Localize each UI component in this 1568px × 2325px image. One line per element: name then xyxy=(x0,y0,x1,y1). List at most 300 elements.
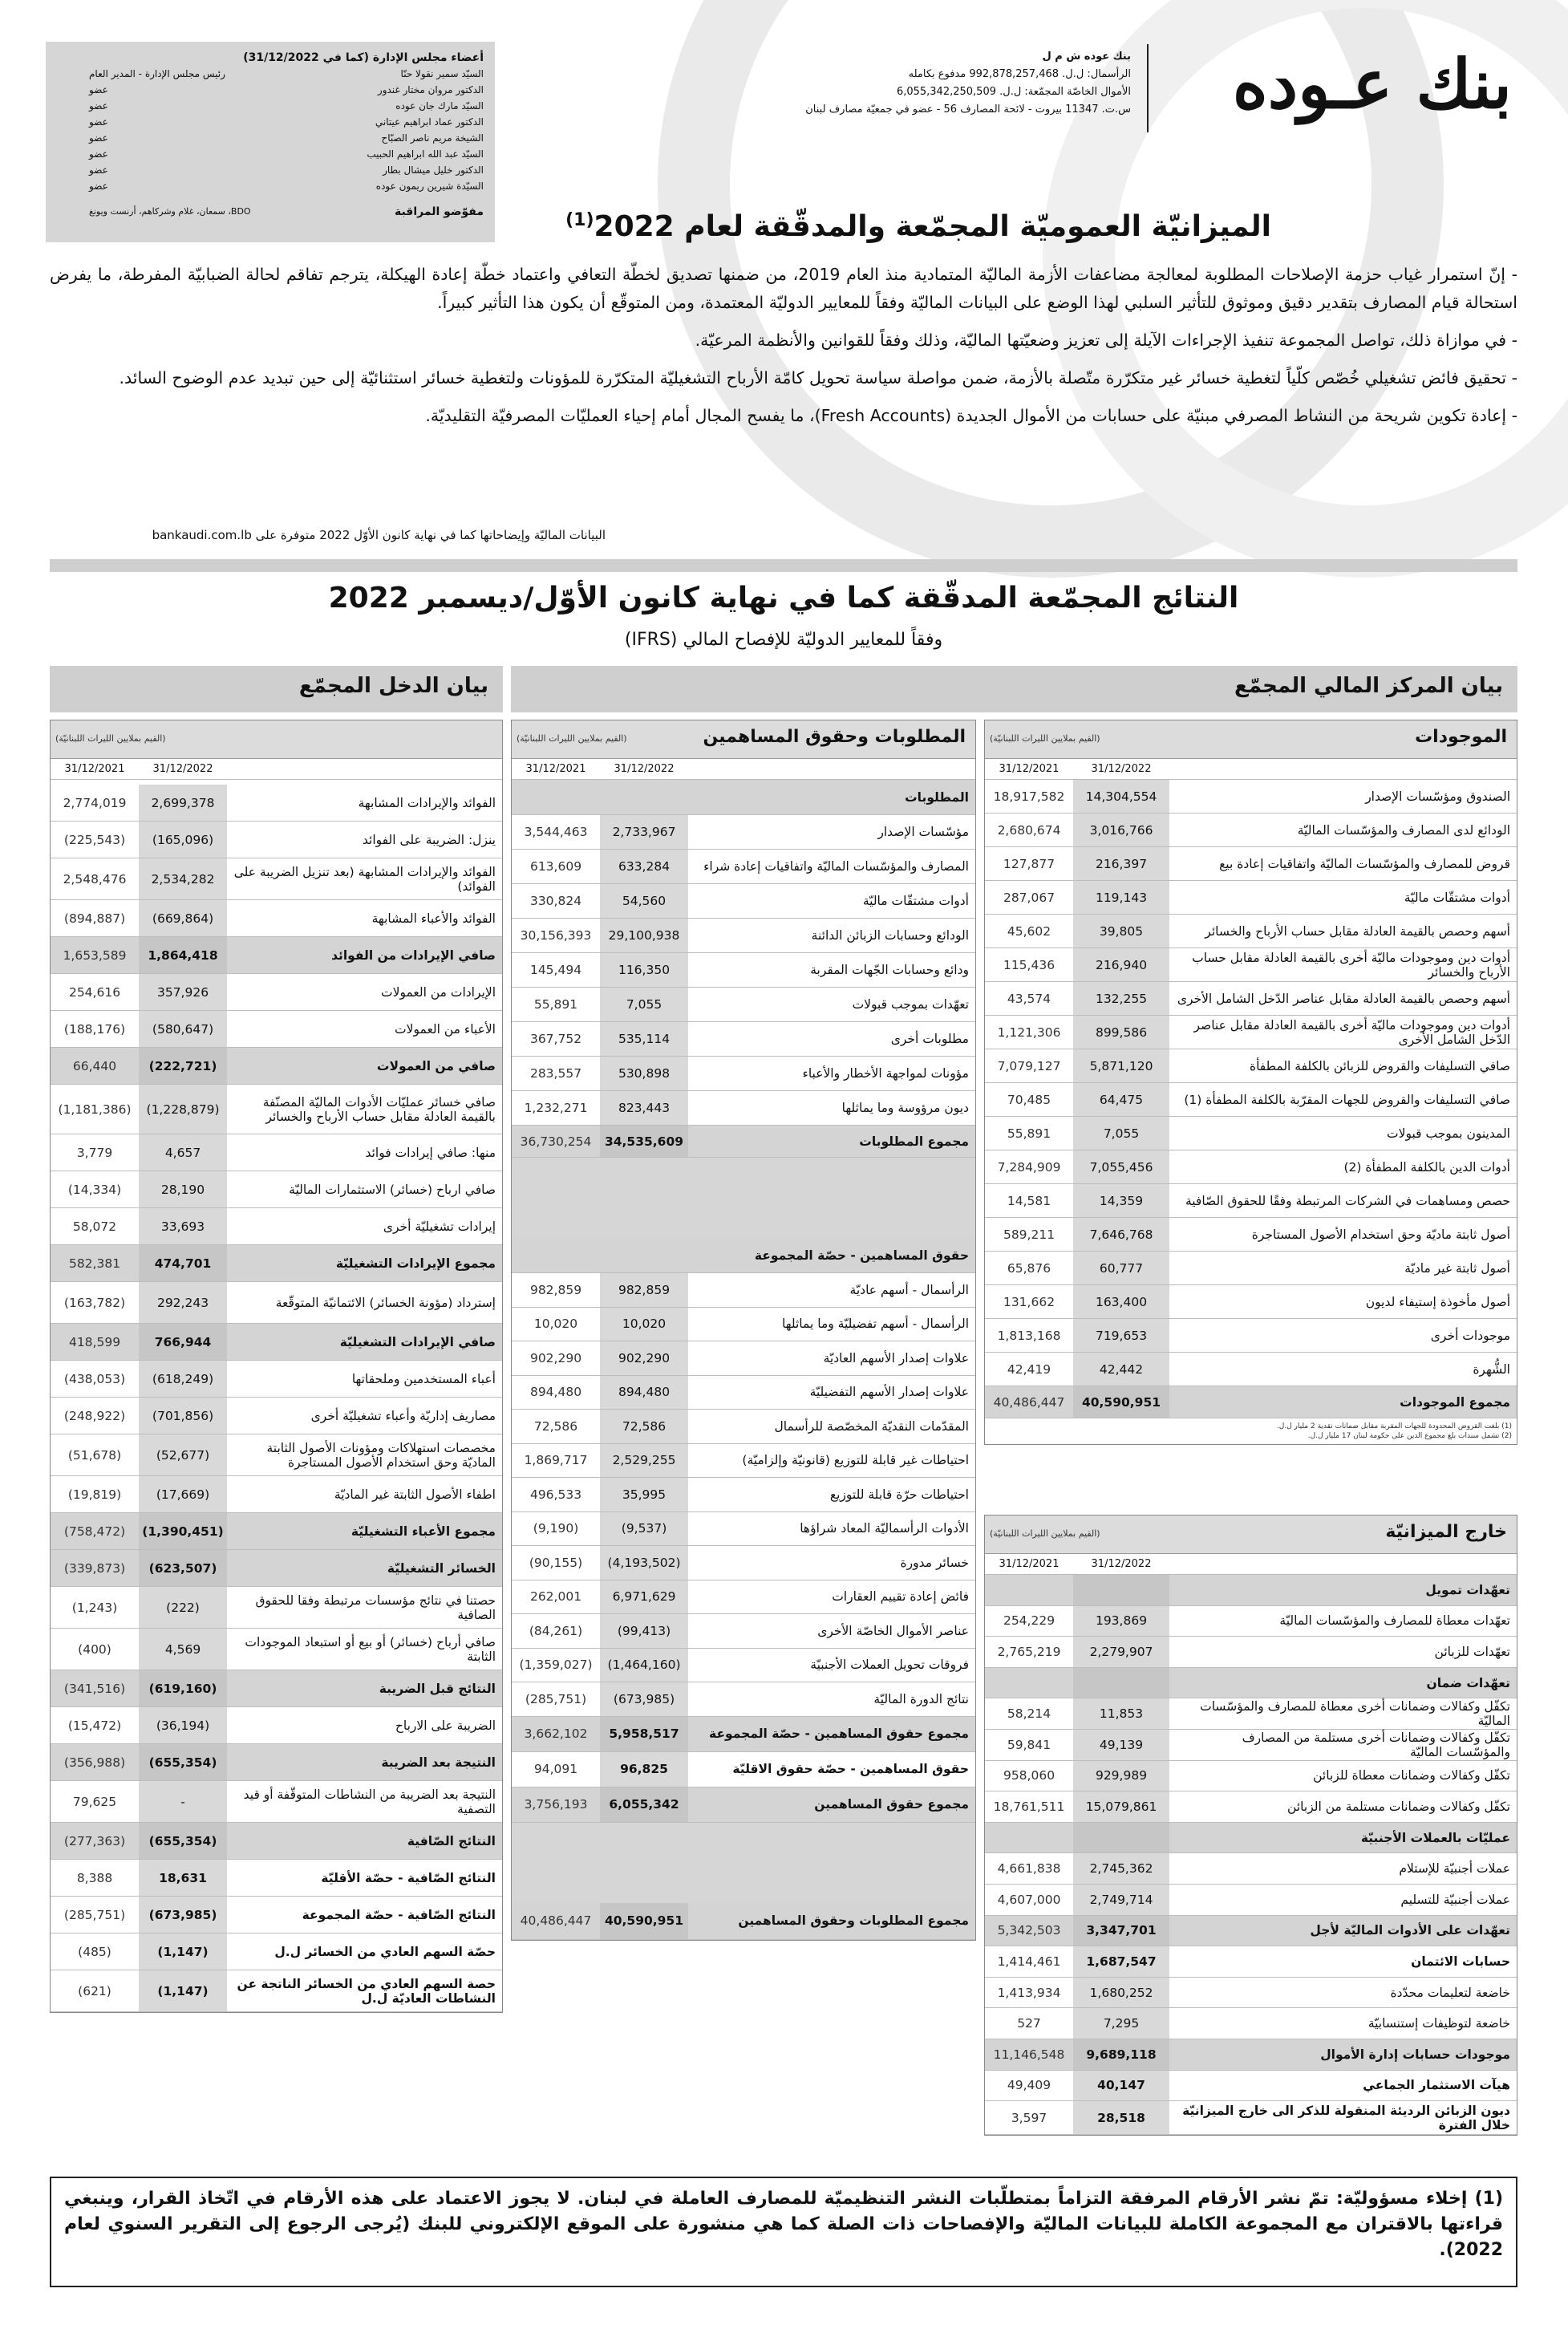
value-2022: (655,354) xyxy=(139,1823,227,1859)
row-label: صافي الإيرادات التشغيليّة xyxy=(339,1334,496,1349)
value-2022: 28,518 xyxy=(1073,2101,1169,2134)
value-2022: 292,243 xyxy=(139,1282,227,1323)
row-label: إسترداد (مؤونة الخسائر) الائتمانيّة المتوقّعة xyxy=(275,1295,496,1310)
row-label: احتياطات غير قابلة للتوزيع (قانونيّة وإلزاميّة) xyxy=(742,1453,969,1468)
row-label: ديون مرؤوسة وما يماثلها xyxy=(841,1101,969,1115)
table-row xyxy=(985,847,1517,881)
board-member-role: عضو xyxy=(89,132,108,144)
value-2022: 4,569 xyxy=(139,1629,227,1670)
board-member-name: السيّد سمير نقولا حنّا xyxy=(400,68,484,79)
value-2021: (285,751) xyxy=(63,1907,126,1922)
value-2021: (438,053) xyxy=(63,1371,126,1386)
off-balance-title: خارج الميزانيّة xyxy=(1385,1522,1507,1542)
table-row xyxy=(512,1410,975,1444)
value-2022: 6,971,629 xyxy=(600,1580,688,1614)
board-member-row xyxy=(57,82,484,98)
table-row xyxy=(51,1134,502,1171)
value-2021: 40,486,447 xyxy=(520,1913,592,1928)
table-row xyxy=(985,982,1517,1016)
liabilities-title: المطلوبات وحقوق المساهمين xyxy=(703,727,966,747)
table-row xyxy=(512,1512,975,1547)
assets-title-header xyxy=(985,720,1517,759)
value-2022: 7,055 xyxy=(1073,1117,1169,1150)
row-label: مجموع حقوق المساهمين xyxy=(814,1797,969,1812)
value-2022: 28,190 xyxy=(139,1171,227,1207)
value-2022: 2,529,255 xyxy=(600,1444,688,1478)
table-row xyxy=(985,1150,1517,1184)
unit-note: (القيم بملايين الليرات اللبنانيّة) xyxy=(55,733,166,744)
value-2021: 4,607,000 xyxy=(997,1892,1061,1907)
row-label: ديون الزبائن الرديئة المنقولة للذكر الى خارج الميزانيّة خلال الفترة xyxy=(1182,2103,1510,2132)
column-2021: 31/12/2021 xyxy=(525,763,586,775)
row-label: المدينون بموجب قبولات xyxy=(1387,1126,1510,1141)
value-2022: (655,354) xyxy=(139,1744,227,1780)
row-label: الودائع وحسابات الزبائن الدائنة xyxy=(811,928,969,943)
row-label: صافي أرباح (خسائر) أو بيع أو استبعاد الموجودات الثابتة xyxy=(245,1634,496,1664)
row-label: الأدوات الرأسماليّة المعاد شراؤها xyxy=(800,1521,969,1536)
table-row xyxy=(985,1698,1517,1730)
value-2022: 96,825 xyxy=(600,1752,688,1787)
row-label: الرأسمال - أسهم عاديّة xyxy=(849,1282,969,1297)
row-label: موجودات أخرى xyxy=(1430,1328,1510,1343)
row-label: الفوائد والإيرادات المشابهة xyxy=(358,795,496,810)
value-2022: 35,995 xyxy=(600,1478,688,1511)
value-2022: - xyxy=(139,1781,227,1822)
value-2021: 127,877 xyxy=(1003,856,1055,871)
liabilities-subheader-label: المطلوبات xyxy=(905,789,969,805)
value-2022: 4,657 xyxy=(139,1134,227,1171)
value-2022: 719,653 xyxy=(1073,1319,1169,1352)
value-2021: 14,581 xyxy=(1007,1193,1051,1208)
value-2022: 216,397 xyxy=(1073,847,1169,880)
table-row xyxy=(985,1575,1517,1606)
value-2021: 79,625 xyxy=(72,1794,117,1809)
column-spacer xyxy=(1169,759,1517,779)
value-2022: (673,985) xyxy=(600,1682,688,1716)
paragraph-1: - إنّ استمرار غياب حزمة الإصلاحات المطلوبة لمعالجة مضاعفات الأزمة الماليّة المتمادية منذ العام 2019، من ضمنها تصديق لخطّة التعافي واعتماد خطّة إعادة الهيكلة، يترجم تفاقم لحالة الضبابيّة المفرطة، ما يفرض استحالة قيام المصارف بتقدير دقيق وموثوق للتأثير السلبي لهذا الوضع على البيانات الماليّة وفقاً للمعايير الدوليّة المعتمدة، ومن المتوقّع أن يكون هذا التأثير كبيراً. xyxy=(50,265,1517,312)
row-label: قروض للمصارف والمؤسّسات الماليّة واتفاقيات إعادة بيع xyxy=(1219,856,1510,871)
row-label: خاضعة لتوظيفات إستنسابيّة xyxy=(1367,2016,1510,2031)
off-balance-title-header xyxy=(985,1516,1517,1554)
value-2021: 3,779 xyxy=(76,1145,113,1160)
value-2021: 66,440 xyxy=(72,1058,117,1073)
value-2022: (673,985) xyxy=(139,1897,227,1933)
value-2022: 9,689,118 xyxy=(1073,2039,1169,2070)
value-2021: 115,436 xyxy=(1003,957,1055,972)
row-label: حسابات الائتمان xyxy=(1411,1954,1510,1969)
value-2021: 8,388 xyxy=(76,1870,113,1885)
value-2022: 3,016,766 xyxy=(1073,814,1169,846)
value-2021: 40,486,447 xyxy=(993,1394,1065,1410)
balance-section-bar: بيان المركز المالي المجمّع xyxy=(511,666,1517,712)
value-2021: 43,574 xyxy=(1007,991,1051,1006)
board-member-name: السيّدة شيرين ريمون عوده xyxy=(375,181,484,192)
table-row xyxy=(985,1252,1517,1285)
value-2021: (621) xyxy=(78,1983,111,1998)
value-2021: 55,891 xyxy=(1007,1126,1051,1141)
row-label: علاوات إصدار الأسهم التفضيليّة xyxy=(809,1385,969,1400)
liabilities-table xyxy=(511,720,976,1941)
table-row xyxy=(51,1897,502,1933)
value-2022: 15,079,861 xyxy=(1073,1791,1169,1822)
table-row xyxy=(51,785,502,822)
value-2021: (339,873) xyxy=(63,1560,126,1576)
table-row xyxy=(512,1787,975,1823)
board-member-name: السيّد عبد الله ابراهيم الحبيب xyxy=(367,148,484,160)
row-label: حصّة السهم العادي من الخسائر ل.ل xyxy=(274,1944,496,1959)
value-2022: (165,096) xyxy=(139,822,227,858)
table-row xyxy=(512,1752,975,1787)
row-label: صافي من العمولات xyxy=(376,1058,496,1073)
table-row xyxy=(51,1011,502,1048)
value-2022: 357,926 xyxy=(139,974,227,1010)
value-2022: 7,055,456 xyxy=(1073,1150,1169,1183)
value-2022: (222) xyxy=(139,1587,227,1628)
liabilities-gap xyxy=(512,1823,975,1903)
column-spacer xyxy=(227,759,502,779)
value-2021: 55,891 xyxy=(533,997,578,1012)
board-member-row xyxy=(57,130,484,146)
value-2022: 3,347,701 xyxy=(1073,1916,1169,1946)
row-label: مجموع الأعباء التشغيليّة xyxy=(350,1524,496,1539)
table-row xyxy=(985,1978,1517,2009)
board-member-name: الشيخة مريم ناصر الصبّاح xyxy=(381,132,484,144)
value-2022 xyxy=(1073,1575,1169,1605)
income-title-header xyxy=(51,720,502,759)
table-row xyxy=(985,1916,1517,1947)
row-label: أصول مأخوذة إستيفاء لديون xyxy=(1365,1294,1510,1309)
table-row xyxy=(512,1903,975,1940)
value-2021 xyxy=(985,1575,1073,1605)
assets-notes xyxy=(985,1418,1517,1444)
results-title: النتائج المجمّعة المدقّقة كما في نهاية كانون الأوّل/ديسمبر 2022 xyxy=(328,582,1239,615)
value-2022: 902,290 xyxy=(600,1341,688,1375)
value-2021: 262,001 xyxy=(529,1589,582,1605)
table-row xyxy=(512,850,975,884)
value-2022: (36,194) xyxy=(139,1707,227,1743)
liabilities-gap xyxy=(512,1158,975,1238)
value-2022: 163,400 xyxy=(1073,1285,1169,1318)
row-label: تعهّدات ضمان xyxy=(1426,1675,1510,1690)
value-2022: 7,055 xyxy=(600,988,688,1021)
logo-divider xyxy=(1147,44,1149,132)
table-row xyxy=(512,1341,975,1376)
value-2022: 132,255 xyxy=(1073,982,1169,1015)
table-row xyxy=(51,1398,502,1434)
value-2021: 527 xyxy=(1017,2016,1041,2031)
table-row xyxy=(51,822,502,858)
board-member-row xyxy=(57,114,484,130)
row-label: تعهّدات معطاة للمصارف والمؤسّسات الماليّة xyxy=(1279,1613,1510,1629)
value-2022: (9,537) xyxy=(600,1512,688,1546)
table-row xyxy=(512,1126,975,1158)
row-label: تعهّدات تمويل xyxy=(1425,1582,1510,1597)
paragraph-3: - تحقيق فائض تشغيلي خُصّص كلّياً لتغطية خسائر غير متكرّرة متّصلة بالأزمة، ضمن مواصلة سياسة تحويل كامّة الأرباح التشغيليّة المتكرّرة للمؤونات ولتغطية خسائر استثنائيّة إلى حين تبديد عدم الوضوح السائد. xyxy=(119,368,1517,388)
row-label: علاوات إصدار الأسهم العاديّة xyxy=(823,1350,969,1365)
assets-title: الموجودات xyxy=(1415,727,1507,747)
value-2021: 2,680,674 xyxy=(997,822,1061,838)
main-title-footnote: (1) xyxy=(565,210,594,230)
value-2021: 1,869,717 xyxy=(524,1453,588,1468)
unit-note: (القيم بملايين الليرات اللبنانيّة) xyxy=(517,733,627,744)
table-row xyxy=(51,1781,502,1823)
value-2021: 72,586 xyxy=(533,1418,578,1434)
value-2021: 59,841 xyxy=(1007,1737,1051,1752)
bank-logo: بنك عـوده xyxy=(1232,44,1512,124)
row-label: صافي خسائر عمليّات الأدوات الماليّة المصنّفة بالقيمة العادلة مقابل حساب الأرباح والخسائر xyxy=(262,1094,496,1124)
value-2022: 2,745,362 xyxy=(1073,1853,1169,1884)
table-row xyxy=(51,1048,502,1085)
value-2021: 70,485 xyxy=(1007,1092,1051,1107)
liabilities-title-header xyxy=(512,720,975,759)
value-2021: 36,730,254 xyxy=(520,1134,592,1149)
row-label: النتيجة بعد الضريبة xyxy=(381,1755,496,1770)
table-row xyxy=(985,1319,1517,1353)
intro-paragraphs xyxy=(50,261,1517,430)
column-2021: 31/12/2021 xyxy=(999,1558,1060,1570)
table-row xyxy=(512,919,975,953)
table-row xyxy=(985,1016,1517,1049)
off-balance-table xyxy=(984,1515,1517,2136)
row-label: النتائج الصّافية - حصّة الأقليّة xyxy=(321,1870,496,1885)
column-headers xyxy=(512,759,975,780)
table-row xyxy=(985,1117,1517,1150)
value-2022: (618,249) xyxy=(139,1361,227,1397)
main-title-text: الميزانيّة العموميّة المجمّعة والمدقّقة لعام 2022 xyxy=(594,210,1271,243)
value-2021: (225,543) xyxy=(63,832,126,847)
value-2021: 283,557 xyxy=(529,1066,582,1081)
row-label: هيآت الاستثمار الجماعي xyxy=(1363,2078,1510,2093)
column-headers xyxy=(51,759,502,780)
table-row xyxy=(51,1707,502,1744)
row-label: تكفّل وكفالات وضمانات مستلمة من الزبائن xyxy=(1287,1799,1510,1814)
table-row xyxy=(51,1085,502,1134)
table-row xyxy=(985,881,1517,915)
table-row xyxy=(985,1946,1517,1978)
value-2021: 5,342,503 xyxy=(997,1923,1061,1938)
value-2022: (4,193,502) xyxy=(600,1546,688,1580)
table-row xyxy=(985,1853,1517,1885)
value-2021: 589,211 xyxy=(1003,1227,1055,1242)
row-label: تعهّدات للزبائن xyxy=(1434,1644,1510,1659)
table-row xyxy=(985,1218,1517,1252)
table-row xyxy=(51,1282,502,1324)
table-row xyxy=(512,1478,975,1512)
value-2022: (1,390,451) xyxy=(139,1513,227,1549)
value-2022: 29,100,938 xyxy=(600,919,688,952)
row-label: اطفاء الأصول الثابتة غير الماديّة xyxy=(334,1487,496,1502)
value-2021: (356,988) xyxy=(63,1755,126,1770)
board-member-name: الدكتور مروان مختار غندور xyxy=(377,84,484,95)
value-2021: 131,662 xyxy=(1003,1294,1055,1309)
row-label: الودائع لدى المصارف والمؤسّسات الماليّة xyxy=(1297,822,1510,838)
table-row xyxy=(51,858,502,900)
value-2021: 42,419 xyxy=(1007,1361,1051,1377)
board-member-role: رئيس مجلس الإدارة - المدير العام xyxy=(89,68,225,79)
value-2021: 367,752 xyxy=(529,1032,582,1046)
row-label: تكفّل وكفالات وضمانات معطاة للزبائن xyxy=(1313,1768,1510,1783)
value-2022: 2,749,714 xyxy=(1073,1885,1169,1915)
row-label: أصول ثابتة غير ماديّة xyxy=(1404,1260,1510,1276)
row-label: مطلوبات أخرى xyxy=(890,1032,969,1046)
row-label: أدوات الدين بالكلفة المطفأة (2) xyxy=(1343,1159,1510,1175)
row-label: موجودات حسابات إدارة الأموال xyxy=(1320,2047,1510,2062)
table-row xyxy=(985,1285,1517,1319)
value-2021: 18,761,511 xyxy=(993,1799,1065,1814)
board-member-row xyxy=(57,162,484,178)
disclaimer-box: (1) إخلاء مسؤوليّة: تمّ نشر الأرقام المرفقة التزاماً بمتطلّبات النشر التنظيميّة للمصارف العاملة في لبنان. لا يجوز الاعتماد على هذه الأرقام في اتّخاذ القرار، وينبغي قراءتها بالاقتران مع المجموعة الكاملة للبيانات الماليّة والإفصاحات ذات الصلة كما هي منشورة على الموقع الإلكتروني للبنك (يُرجى الرجوع إلى التقرير السنوي لعام 2022). xyxy=(50,2177,1517,2287)
row-label: الفوائد والأعباء المشابهة xyxy=(371,911,496,926)
value-2022: 34,535,609 xyxy=(600,1126,688,1157)
value-2021 xyxy=(985,1823,1073,1853)
row-label: أعباء المستخدمين وملحقاتها xyxy=(351,1371,496,1386)
table-row xyxy=(51,1476,502,1513)
table-row xyxy=(512,1057,975,1091)
value-2021: 30,156,393 xyxy=(520,928,592,943)
row-label: تكفّل وكفالات وضمانات أخرى معطاة للمصارف والمؤسّسات الماليّة xyxy=(1200,1699,1510,1729)
value-2022: 216,940 xyxy=(1073,948,1169,981)
income-table xyxy=(50,720,503,2013)
row-label: المصارف والمؤسّسات الماليّة واتفاقيات إعادة شراء xyxy=(703,859,969,874)
bank-own-funds: الأموال الخاصّة المجمّعة: ل.ل. 6,055,342,250,509 xyxy=(896,86,1131,98)
value-2021: (894,887) xyxy=(63,911,126,926)
table-row xyxy=(51,1208,502,1245)
equity-subheader xyxy=(512,1238,975,1273)
value-2021: (163,782) xyxy=(63,1295,126,1310)
board-title: أعضاء مجلس الإدارة (كما في 31/12/2022) xyxy=(243,51,484,64)
row-label: مؤسّسات الإصدار xyxy=(877,825,969,839)
value-2021: 254,616 xyxy=(68,984,121,1000)
table-row xyxy=(985,915,1517,948)
table-row xyxy=(512,988,975,1022)
value-2021: 145,494 xyxy=(529,963,582,977)
value-2021: (188,176) xyxy=(63,1021,126,1037)
income-section-bar: بيان الدخل المجمّع xyxy=(50,666,503,712)
row-label: خاضعة لتعليمات محدّدة xyxy=(1390,1985,1510,2000)
value-2022: 54,560 xyxy=(600,884,688,918)
value-2022: 1,680,252 xyxy=(1073,1978,1169,2008)
table-row xyxy=(512,884,975,919)
row-label: أدوات دين وموجودات ماليّة أخرى بالقيمة العادلة مقابل عناصر الدّخل الشامل الأخرى xyxy=(1193,1017,1510,1047)
value-2021: 330,824 xyxy=(529,894,582,908)
value-2021: (14,334) xyxy=(67,1182,122,1197)
table-row xyxy=(985,1823,1517,1854)
value-2022: 64,475 xyxy=(1073,1083,1169,1116)
bank-name: بنك عوده ش م ل xyxy=(1042,51,1131,63)
value-2021: 4,661,838 xyxy=(997,1861,1061,1877)
row-label: تكفّل وكفالات وضمانات أخرى مستلمة من المصارف والمؤسّسات الماليّة xyxy=(1242,1730,1510,1759)
table-row xyxy=(512,953,975,988)
value-2022: 474,701 xyxy=(139,1245,227,1281)
row-label: حصتنا في نتائج مؤسسات مرتبطة وفقا للحقوق الصافية xyxy=(255,1593,496,1622)
value-2022: 2,699,378 xyxy=(139,785,227,821)
table-row xyxy=(51,1629,502,1670)
table-row xyxy=(51,900,502,937)
bank-capital: الرأسمال: ل.ل. 992,878,257,468 مدفوع بكامله xyxy=(908,68,1131,80)
row-label: عملات أجنبيّة للإستلام xyxy=(1399,1861,1510,1877)
row-label: مجموع المطلوبات وحقوق المساهمين xyxy=(738,1913,969,1928)
board-member-name: السيّد مارك جان عوده xyxy=(395,100,484,112)
value-2021: 902,290 xyxy=(529,1350,582,1365)
value-2021: (84,261) xyxy=(529,1623,583,1638)
column-2022: 31/12/2022 xyxy=(1091,1558,1152,1570)
row-label: النتائج الصّافية - حصّة المجموعة xyxy=(302,1907,496,1922)
value-2021: 7,284,909 xyxy=(997,1159,1061,1175)
row-label: إيرادات تشغيليّة أخرى xyxy=(383,1219,496,1234)
value-2021: (285,751) xyxy=(525,1691,587,1706)
row-label: الرأسمال - أسهم تفضيليّة وما يماثلها xyxy=(781,1317,969,1332)
auditors-names: BDO، سمعان، غلام وشركاهم، أرنست ويونغ xyxy=(89,206,251,217)
value-2022: 535,114 xyxy=(600,1022,688,1056)
row-label: النتائج قبل الضريبة xyxy=(379,1681,496,1696)
table-row xyxy=(985,1730,1517,1761)
value-2021: (90,155) xyxy=(529,1555,583,1570)
table-row xyxy=(512,1308,975,1342)
row-label: حصص ومساهمات في الشركات المرتبطة وفقًا للحقوق الصّافية xyxy=(1185,1193,1510,1208)
table-row xyxy=(512,1444,975,1479)
value-2022: 6,055,342 xyxy=(600,1787,688,1822)
board-member-role: عضو xyxy=(89,84,108,95)
row-label: صافي التسليفات والقروض للزبائن بالكلفة المطفأة xyxy=(1249,1058,1510,1073)
table-row xyxy=(51,1587,502,1629)
value-2021: 3,597 xyxy=(1011,2110,1047,2125)
value-2022: (619,160) xyxy=(139,1670,227,1706)
value-2022: 119,143 xyxy=(1073,881,1169,914)
value-2022: (52,677) xyxy=(139,1434,227,1475)
value-2021 xyxy=(985,1668,1073,1698)
table-row xyxy=(985,2101,1517,2135)
table-row xyxy=(985,1668,1517,1699)
table-row xyxy=(985,2039,1517,2071)
row-label: أدوات دين وموجودات ماليّة أخرى بالقيمة العادلة مقابل حساب الأرباح والخسائر xyxy=(1192,950,1510,980)
row-label: النتيجة بعد الضريبة من النشاطات المتوقّفة أو قيد التصفية xyxy=(243,1787,496,1816)
value-2022: 5,871,120 xyxy=(1073,1049,1169,1082)
table-row xyxy=(51,1744,502,1781)
row-label: المقدّمات النقديّة المخصّصة للرأسمال xyxy=(774,1418,969,1434)
row-label: تعهّدات بموجب قبولات xyxy=(852,997,969,1012)
table-row xyxy=(985,1184,1517,1218)
value-2021: 65,876 xyxy=(1007,1260,1051,1276)
row-label: عناصر الأموال الخاصّة الأخرى xyxy=(817,1623,969,1638)
row-label: احتياطات حرّة قابلة للتوزيع xyxy=(829,1487,969,1502)
row-label: خسائر مدورة xyxy=(900,1555,969,1570)
value-2021: 2,765,219 xyxy=(997,1644,1061,1659)
row-label: حقوق المساهمين - حصّة حقوق الاقليّة xyxy=(732,1762,969,1776)
row-label: تعهّدات على الأدوات الماليّة لأجل xyxy=(1310,1923,1510,1938)
table-row xyxy=(985,814,1517,847)
value-2021: 2,774,019 xyxy=(63,795,127,810)
board-member-name: الدكتور خليل ميشال بطار xyxy=(383,164,484,176)
row-label: ودائع وحسابات الجّهات المقربة xyxy=(810,963,969,977)
auditors-label: مفوّضو المراقبة xyxy=(394,205,484,218)
bank-info xyxy=(714,48,1131,119)
value-2021: (1,359,027) xyxy=(519,1658,593,1673)
value-2022: 7,295 xyxy=(1073,2008,1169,2039)
row-label: ينزل: الضريبة على الفوائد xyxy=(362,832,496,847)
row-label: مخصصات استهلاكات ومؤونات الأصول الثابتة الماديّة وحق استخدام الأصول المستاجرة xyxy=(266,1440,496,1470)
table-row xyxy=(512,1580,975,1615)
paragraph-4: - إعادة تكوين شريحة من النشاط المصرفي مبنيّة على حسابات من الأموال الجديدة (Fresh Accounts)، ما يفسح المجال أمام إحياء العمليّات المصرفيّة التقليديّة. xyxy=(425,406,1517,425)
row-label: الشُّهرة xyxy=(1473,1361,1510,1377)
table-row xyxy=(512,1546,975,1580)
value-2022: 530,898 xyxy=(600,1057,688,1090)
value-2022: (1,464,160) xyxy=(600,1649,688,1682)
table-row xyxy=(985,1353,1517,1386)
row-label: صافي التسليفات والقروض للجهات المقرّبة بالكلفة المطفأة (1) xyxy=(1184,1092,1510,1107)
bank-registry: س.ت. 11347 بيروت - لائحة المصارف 56 - عضو في جمعيّة مصارف لبنان xyxy=(805,103,1131,116)
value-2022: 823,443 xyxy=(600,1091,688,1125)
table-row xyxy=(985,2071,1517,2102)
